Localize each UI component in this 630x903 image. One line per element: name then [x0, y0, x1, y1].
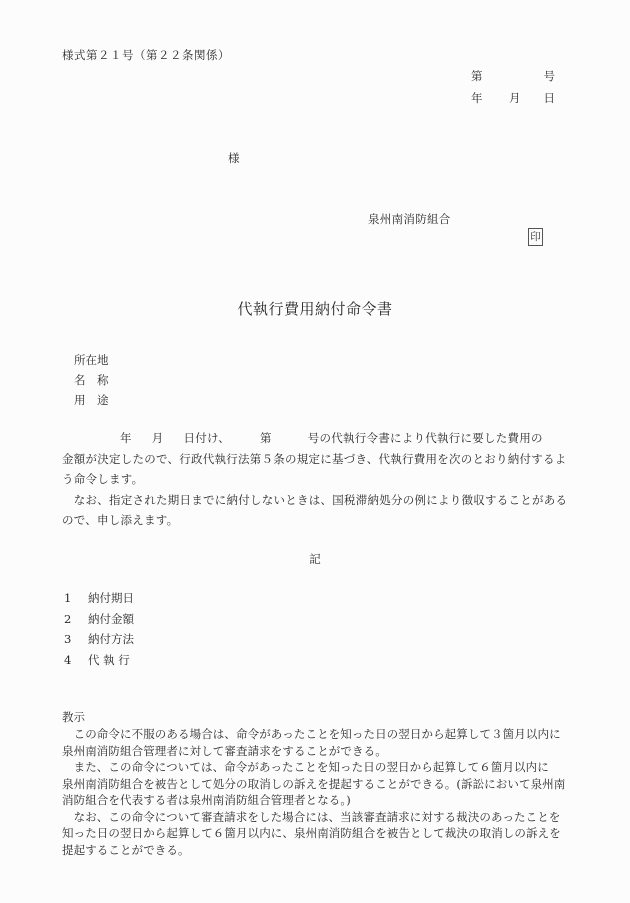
form-number: 様式第２１号（第２２条関係） [62, 48, 230, 62]
doc-number-suffix: 号 [543, 69, 555, 83]
body-line-5: ので、申し添えます。 [62, 513, 179, 527]
item-label: 納付方法 [88, 632, 134, 646]
date-day: 日 [543, 91, 555, 105]
issuer-name: 泉州南消防組合 [368, 212, 451, 226]
instruction-line: 消防組合を代表する者は泉州南消防組合管理者となる。) [62, 793, 351, 807]
instruction-heading: 教示 [62, 710, 85, 724]
payment-items [64, 588, 134, 670]
item-label: 代 執 行 [88, 652, 130, 667]
subject-row-use [74, 390, 114, 410]
instruction-line: この命令に不服のある場合は、命令があったことを知った日の翌日から起算して３箇月以内に [62, 727, 561, 741]
item-number: 2 [64, 611, 72, 626]
body-line-2: 金額が決定したので、行政代執行法第５条の規定に基づき、代執行費用を次のとおり納付するよ [62, 451, 567, 466]
instruction-line: 知った日の翌日から起算して６箇月以内に、泉州南消防組合を被告として裁決の取消しの訴えを [62, 826, 561, 840]
item-label: 納付期日 [88, 591, 134, 605]
item-number: 3 [64, 632, 72, 646]
document-title: 代執行費用納付命令書 [237, 300, 393, 318]
instruction-line: また、この命令については、命令があったことを知った日の翌日から起算して６箇月以内に [62, 760, 549, 774]
ki-heading: 記 [309, 552, 321, 566]
item-row [64, 609, 134, 630]
instruction-line: 泉州南消防組合を被告として処分の取消しの訴えを提起することができる。(訴訟において泉州南 [62, 776, 566, 791]
subject-label: 名 称 [74, 373, 109, 387]
item-label: 納付金額 [88, 611, 134, 626]
subject-row-name [74, 370, 114, 390]
body-line-1: 年 月 日付け、 第 号の代執行令書により代執行に要した費用の [120, 431, 543, 445]
seal-mark: 印 [528, 228, 543, 246]
subject-label: 用 途 [74, 393, 109, 407]
subject-label: 所在地 [74, 353, 109, 367]
document-date [471, 90, 555, 106]
date-month: 月 [509, 91, 521, 105]
doc-number-prefix: 第 [471, 69, 483, 83]
instruction-line: 泉州南消防組合管理者に対して審査請求をすることができる。 [62, 743, 387, 758]
subject-property [74, 350, 114, 410]
instruction-text [62, 726, 565, 858]
document-number [471, 68, 555, 84]
body-line-3: う命令します。 [62, 472, 144, 486]
body-line-4: なお、指定された期日までに納付しないときは、国税滞納処分の例により徴収することがある [62, 492, 568, 507]
order-body [62, 428, 567, 531]
instruction-line: 提起することができる。 [62, 842, 190, 857]
item-row [64, 588, 134, 609]
subject-row-location [74, 350, 114, 370]
instruction-line: なお、この命令について審査請求をした場合には、当該審査請求に対する裁決のあったことを [62, 809, 561, 824]
item-row [64, 629, 134, 650]
item-number: 4 [64, 652, 72, 667]
addressee: 様 [228, 151, 240, 165]
item-number: 1 [64, 591, 72, 605]
date-year: 年 [471, 91, 483, 105]
item-row [64, 650, 134, 671]
